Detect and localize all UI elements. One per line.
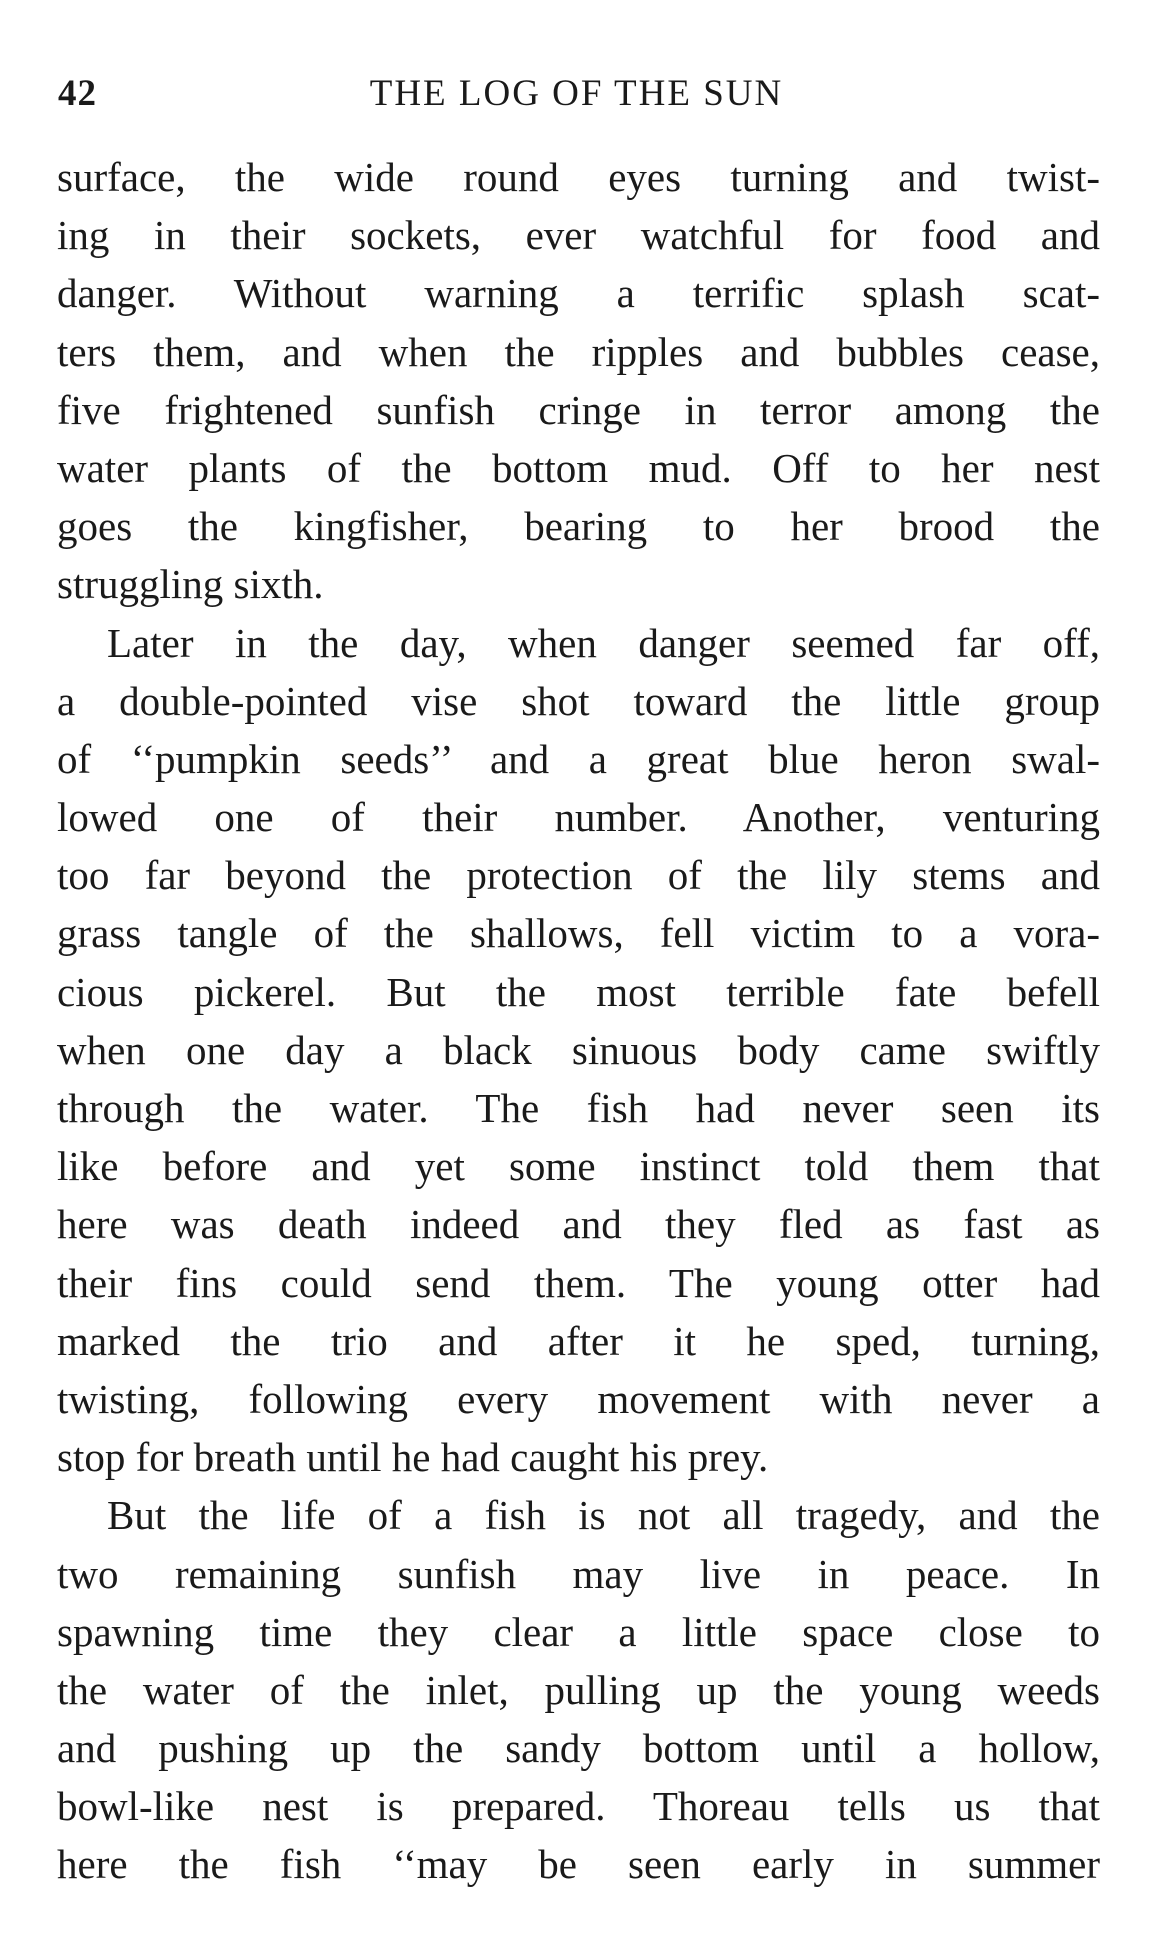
text-line: struggling sixth. bbox=[57, 561, 324, 608]
text-line: here was death indeed and they fled as fast as bbox=[57, 1201, 1100, 1248]
text-line: ters them, and when the ripples and bubbles cease, bbox=[57, 328, 1100, 375]
text-line: the water of the inlet, pulling up the young weeds bbox=[57, 1666, 1100, 1713]
running-title: THE LOG OF THE SUN bbox=[369, 73, 784, 114]
text-line: grass tangle of the shallows, fell victim to a vora- bbox=[57, 910, 1100, 957]
text-line: lowed one of their number. Another, venturing bbox=[57, 794, 1100, 841]
page-header bbox=[58, 72, 1095, 122]
text-line: and pushing up the sandy bottom until a hollow, bbox=[57, 1725, 1100, 1772]
text-line: of ‘‘pumpkin seeds’’ and a great blue heron swal- bbox=[57, 735, 1100, 782]
page-number: 42 bbox=[58, 73, 97, 114]
text-line: cious pickerel. But the most terrible fate befell bbox=[57, 968, 1100, 1015]
text-line: surface, the wide round eyes turning and twist- bbox=[57, 154, 1100, 200]
text-line: two remaining sunfish may live in peace. In bbox=[57, 1550, 1100, 1597]
body-text bbox=[57, 148, 1100, 1894]
text-line: too far beyond the protection of the lily stems and bbox=[57, 852, 1100, 899]
text-line: marked the trio and after it he sped, turning, bbox=[57, 1317, 1100, 1364]
text-line: twisting, following every movement with never a bbox=[57, 1375, 1100, 1422]
text-line: five frightened sunfish cringe in terror among the bbox=[57, 386, 1100, 433]
text-line: bowl-like nest is prepared. Thoreau tells us that bbox=[57, 1783, 1100, 1830]
text-line: when one day a black sinuous body came swiftly bbox=[57, 1026, 1100, 1073]
text-line: danger. Without warning a terrific splash scat- bbox=[57, 270, 1100, 317]
text-line: goes the kingfisher, bearing to her brood the bbox=[57, 503, 1100, 550]
text-line: ing in their sockets, ever watchful for food and bbox=[57, 212, 1100, 259]
text-line: a double-pointed vise shot toward the little group bbox=[57, 677, 1100, 724]
text-line: through the water. The fish had never seen its bbox=[57, 1085, 1100, 1131]
text-line: like before and yet some instinct told them that bbox=[57, 1143, 1100, 1190]
text-line: water plants of the bottom mud. Off to her nest bbox=[57, 444, 1100, 491]
text-line: stop for breath until he had caught his prey. bbox=[57, 1434, 769, 1481]
text-line: spawning time they clear a little space close to bbox=[57, 1608, 1100, 1655]
text-line: But the life of a fish is not all tragedy, and the bbox=[107, 1492, 1100, 1539]
text-line: here the fish ‘‘may be seen early in summer bbox=[57, 1841, 1100, 1888]
text-line: Later in the day, when danger seemed far off, bbox=[107, 619, 1100, 666]
text-line: their fins could send them. The young otter had bbox=[57, 1259, 1100, 1306]
